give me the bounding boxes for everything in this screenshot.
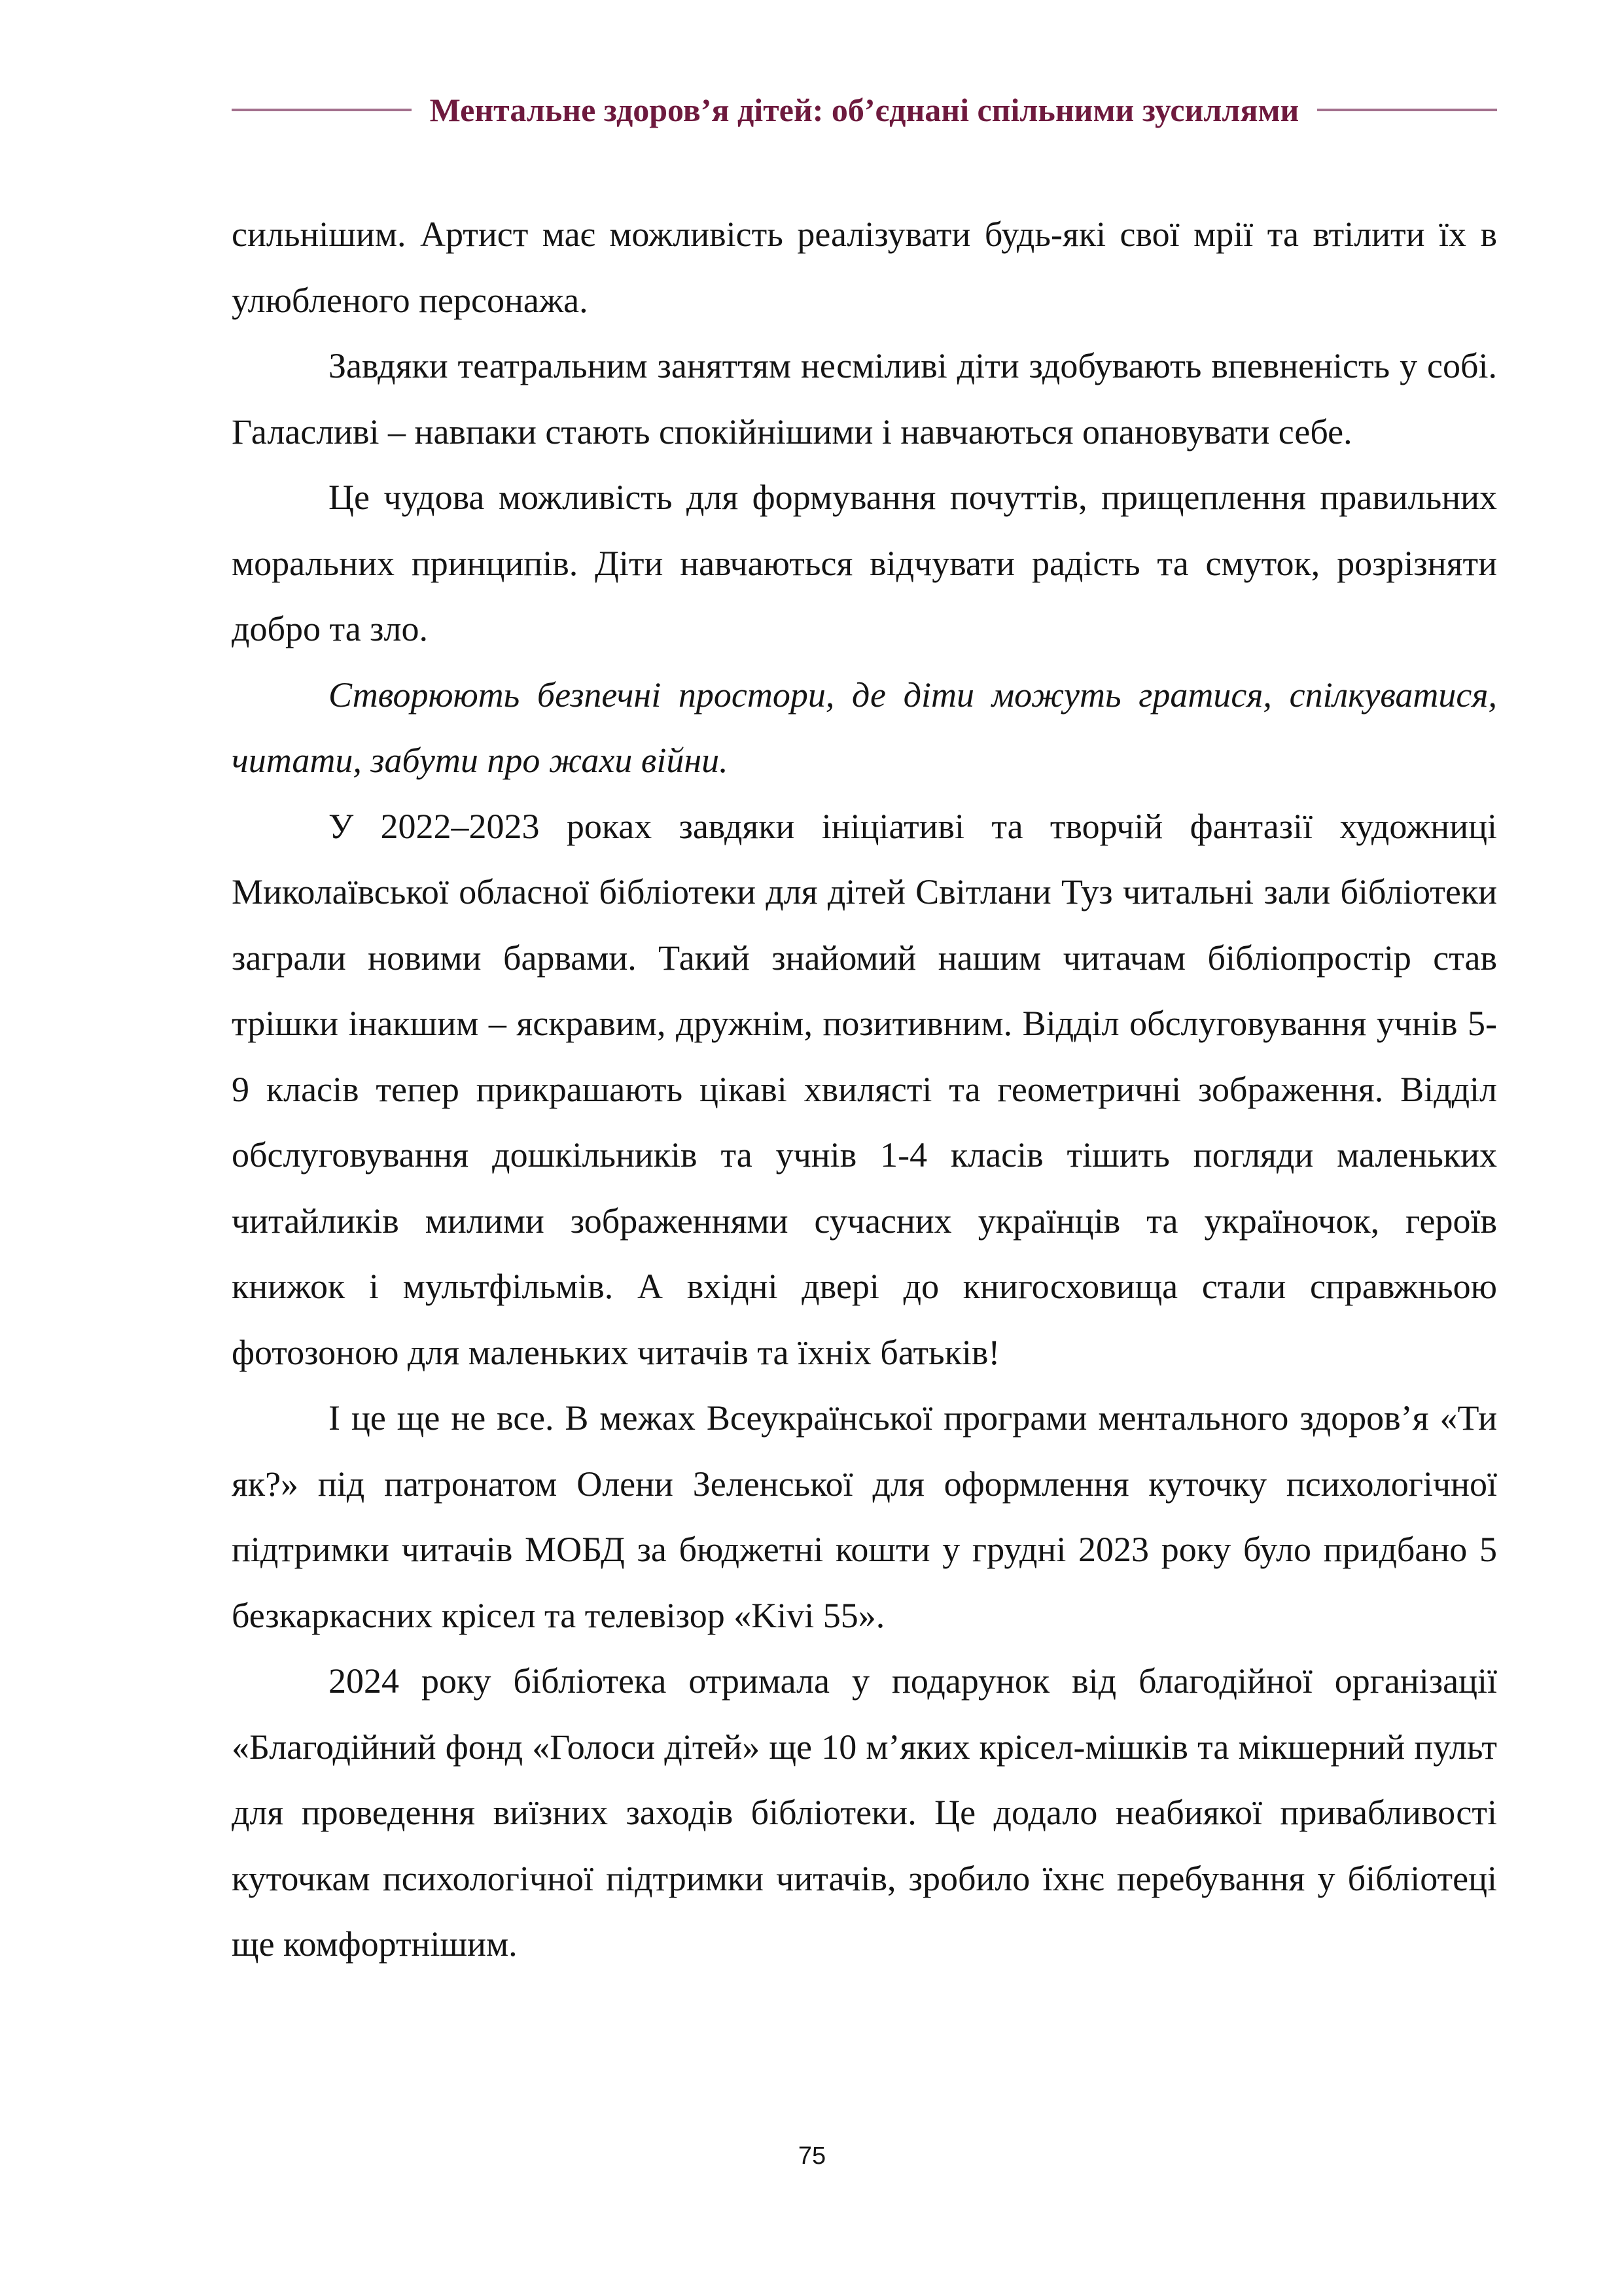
header-rule-left xyxy=(232,109,412,111)
paragraph: І це ще не все. В межах Всеукраїнської програми ментального здоров’я «Ти як?» під патронатом Олени Зеленської для оформлення куточку психологічної підтримки читачів МОБД за бюджетні кошти у грудні 2023 року було придбано 5 безкаркасних крісел та телевізор «Kivi 55». xyxy=(232,1398,1497,1635)
paragraph-continuation: сильнішим. Артист має можливість реалізувати будь-які свої мрії та втілити їх в улюбленого персонажа. xyxy=(232,215,1497,320)
running-header-title: Ментальне здоров’я дітей: об’єднані спільними зусиллями xyxy=(429,92,1299,128)
paragraph: У 2022–2023 роках завдяки ініціативі та творчій фантазії художниці Миколаївської обласної бібліотеки для дітей Світлани Туз читальні зали бібліотеки заграли новими барвами. Такий знайомий нашим читачам бібліопростір став трішки інакшим – яскравим, дружнім, позитивним. Відділ обслуговування учнів 5-9 класів тепер прикрашають цікаві хвилясті та геометричні зображення. Відділ обслуговування дошкільників та учнів 1-4 класів тішить погляди маленьких читайликів милими зображеннями сучасних українців та україночок, героїв книжок і мультфільмів. А вхідні двері до книгосховища стали справжньою фотозоною для маленьких читачів та їхніх батьків! xyxy=(232,806,1497,1372)
body-text xyxy=(232,202,1497,1977)
paragraph-italic: Створюють безпечні простори, де діти можуть гратися, спілкуватися, читати, забути про жахи війни. xyxy=(232,675,1497,780)
running-header xyxy=(232,84,1497,136)
paragraph: 2024 року бібліотека отримала у подарунок від благодійної організації «Благодійний фонд «Голоси дітей» ще 10 м’яких крісел-мішків та мікшерний пульт для проведення виїзних заходів бібліотеки. Це додало неабиякої привабливості куточкам психологічної підтримки читачів, зробило їхнє перебування у бібліотеці ще комфортнішим. xyxy=(232,1661,1497,1964)
paragraph: Це чудова можливість для формування почуттів, прищеплення правильних моральних принципів. Діти навчаються відчувати радість та смуток, розрізняти добро та зло. xyxy=(232,478,1497,648)
paragraph: Завдяки театральним заняттям несміливі діти здобувають впевненість у собі. Галасливі – навпаки стають спокійнішими і навчаються опановувати себе. xyxy=(232,346,1497,451)
page-number: 75 xyxy=(798,2142,826,2170)
header-rule-right xyxy=(1317,109,1497,111)
